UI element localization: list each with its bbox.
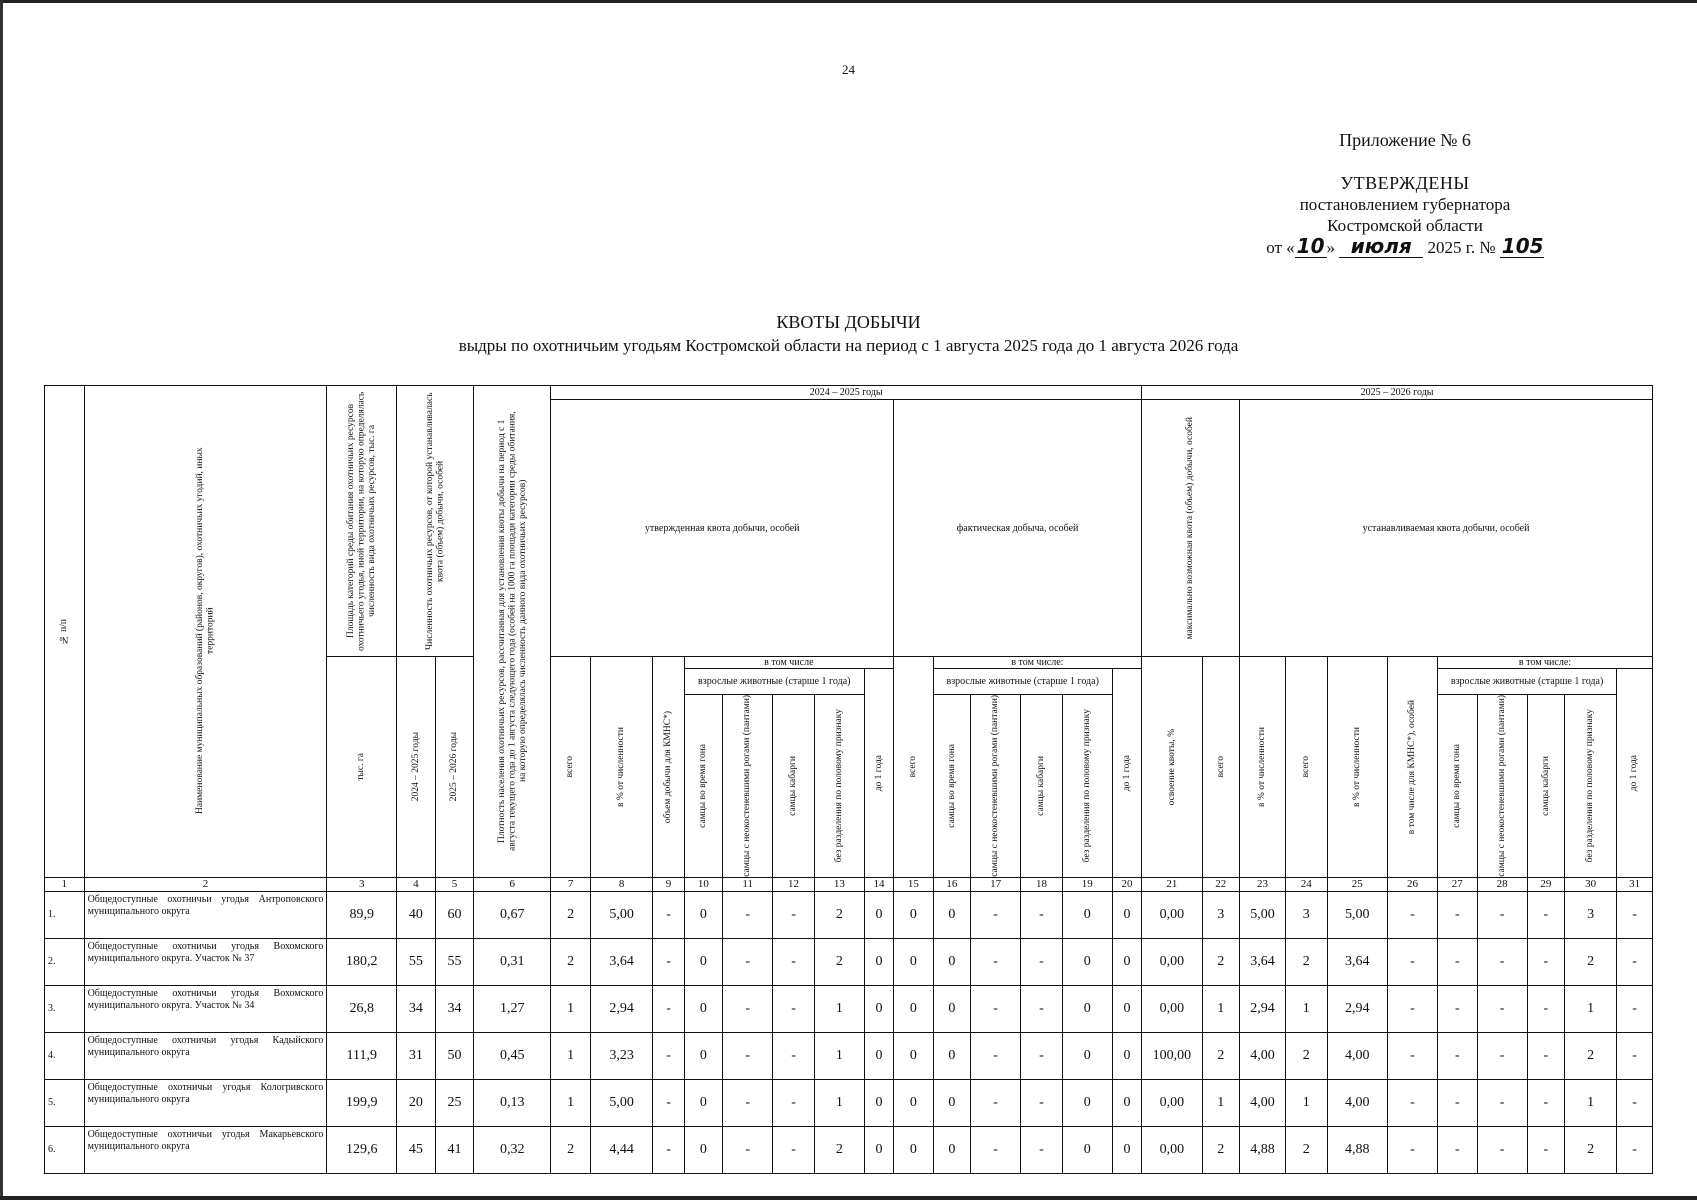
- table-cell: 4,88: [1327, 1126, 1387, 1173]
- table-row: [45, 938, 1653, 985]
- table-cell: 0: [933, 1079, 971, 1126]
- header-max-quota: максимально возможная квота (объем) добычи, особей: [1142, 400, 1240, 657]
- table-cell: 2: [814, 1126, 864, 1173]
- table-cell: 2,94: [590, 985, 653, 1032]
- table-cell: -: [723, 891, 773, 938]
- table-cell: -: [653, 1079, 684, 1126]
- table-cell: -: [1527, 1079, 1565, 1126]
- table-cell: -: [971, 938, 1021, 985]
- table-row: [45, 1079, 1653, 1126]
- table-cell: 0: [894, 938, 934, 985]
- column-number: 7: [551, 877, 591, 891]
- header-density: Плотность населения охотничьих ресурсов, рассчитанная для установления квоты добычи на период с 1 августа текущего года до 1 августа следующего года (особей на 1000 га площади категории среды обитания, на которую определялась численность данного вида охотничьих ресурсов): [474, 386, 551, 878]
- table-cell: 0: [933, 985, 971, 1032]
- column-number: 14: [864, 877, 893, 891]
- header-c7-total: всего: [551, 657, 591, 878]
- table-cell: 1: [1285, 1079, 1327, 1126]
- header-c18-musk: самцы кабарги: [1021, 695, 1063, 878]
- table-cell: 0: [864, 1079, 893, 1126]
- table-cell: 199,9: [327, 1079, 397, 1126]
- header-c8-pct: в % от численности: [590, 657, 653, 878]
- column-number: 16: [933, 877, 971, 891]
- table-cell: -: [1617, 1032, 1653, 1079]
- column-number: 9: [653, 877, 684, 891]
- hunting-ground-name: Общедоступные охотничьи угодья Кадыйского муниципального округа: [84, 1032, 327, 1079]
- header-area-unit: тыс. га: [327, 657, 397, 878]
- table-cell: 4,00: [1240, 1032, 1286, 1079]
- header-c14-young: до 1 года: [864, 669, 893, 878]
- header-c10-rut: самцы во время гона: [684, 695, 723, 878]
- table-cell: -: [773, 891, 815, 938]
- decree-month: июля: [1339, 236, 1423, 258]
- table-cell: 2: [551, 938, 591, 985]
- row-number: 5.: [45, 1079, 85, 1126]
- table-cell: 41: [435, 1126, 474, 1173]
- column-number: 29: [1527, 877, 1565, 891]
- header-period-2025: 2025 – 2026 годы: [1142, 386, 1653, 400]
- hunting-ground-name: Общедоступные охотничьи угодья Вохомского муниципального округа. Участок № 37: [84, 938, 327, 985]
- table-cell: -: [1477, 938, 1527, 985]
- column-number: 2: [84, 877, 327, 891]
- row-number: 6.: [45, 1126, 85, 1173]
- header-actual-harvest: фактическая добыча, особей: [894, 400, 1142, 657]
- table-cell: 0: [684, 891, 723, 938]
- hunting-ground-name: Общедоступные охотничьи угодья Макарьевского муниципального округа: [84, 1126, 327, 1173]
- table-cell: 1: [814, 985, 864, 1032]
- table-cell: -: [1437, 985, 1477, 1032]
- table-row: [45, 1126, 1653, 1173]
- table-cell: 0: [864, 1032, 893, 1079]
- annex-label: Приложение № 6: [1339, 130, 1471, 150]
- column-number: 10: [684, 877, 723, 891]
- header-name: Наименование муниципальных образований (районов, округов), охотничьих угодий, иных территорий: [84, 386, 327, 878]
- header-set-quota: устанавливаемая квота добычи, особей: [1240, 400, 1653, 657]
- table-cell: 0: [684, 1032, 723, 1079]
- hunting-ground-name: Общедоступные охотничьи угодья Антроповского муниципального округа: [84, 891, 327, 938]
- table-cell: -: [1021, 1032, 1063, 1079]
- table-cell: -: [723, 1032, 773, 1079]
- page-border-bottom: [0, 1196, 1697, 1200]
- table-cell: 0: [864, 1126, 893, 1173]
- approved-region: Костромской области: [1327, 216, 1483, 235]
- hunting-ground-name: Общедоступные охотничьи угодья Кологривского муниципального округа: [84, 1079, 327, 1126]
- table-cell: -: [1527, 891, 1565, 938]
- table-cell: 0: [933, 891, 971, 938]
- header-c30-nosex: без разделения по половому признаку: [1565, 695, 1617, 878]
- row-number: 2.: [45, 938, 85, 985]
- header-approved-quota: утвержденная квота добычи, особей: [551, 400, 894, 657]
- table-cell: -: [1477, 891, 1527, 938]
- table-cell: 0: [864, 985, 893, 1032]
- header-c31-young: до 1 года: [1617, 669, 1653, 878]
- table-cell: -: [1021, 985, 1063, 1032]
- table-cell: 25: [435, 1079, 474, 1126]
- table-cell: 0: [894, 985, 934, 1032]
- table-cell: 3: [1565, 891, 1617, 938]
- table-cell: 1: [1202, 985, 1240, 1032]
- page-number: 24: [842, 62, 855, 77]
- table-cell: 0,31: [474, 938, 551, 985]
- document-subtitle: выдры по охотничьим угодьям Костромской области на период с 1 августа 2025 года до 1 августа 2026 года: [458, 336, 1239, 355]
- header-c27-rut: самцы во время гона: [1437, 695, 1477, 878]
- table-row: [45, 891, 1653, 938]
- table-cell: 2: [551, 1126, 591, 1173]
- table-body: [45, 891, 1653, 1173]
- table-cell: -: [1387, 985, 1437, 1032]
- page-border-top: [0, 0, 1697, 3]
- column-number: 21: [1142, 877, 1202, 891]
- column-number: 15: [894, 877, 934, 891]
- column-number: 19: [1062, 877, 1112, 891]
- table-cell: -: [1527, 1126, 1565, 1173]
- table-cell: 0: [894, 1079, 934, 1126]
- table-cell: 5,00: [590, 1079, 653, 1126]
- table-cell: 89,9: [327, 891, 397, 938]
- table-cell: 0,13: [474, 1079, 551, 1126]
- table-cell: 5,00: [590, 891, 653, 938]
- table-cell: 34: [397, 985, 436, 1032]
- header-c28-antlers: самцы с неокостеневшими рогами (пантами): [1477, 695, 1527, 878]
- table-cell: 2: [1202, 1032, 1240, 1079]
- table-cell: -: [971, 1079, 1021, 1126]
- table-cell: 4,44: [590, 1126, 653, 1173]
- table-cell: 55: [435, 938, 474, 985]
- column-number: 30: [1565, 877, 1617, 891]
- table-cell: 1: [1285, 985, 1327, 1032]
- table-cell: 0: [1062, 1079, 1112, 1126]
- approval-block: [1250, 130, 1560, 258]
- table-cell: -: [1617, 1126, 1653, 1173]
- table-cell: 5,00: [1240, 891, 1286, 938]
- header-c11-antlers: самцы с неокостеневшими рогами (пантами): [723, 695, 773, 878]
- table-cell: -: [1021, 938, 1063, 985]
- header-c16-adults: взрослые животные (старше 1 года): [933, 669, 1112, 695]
- table-cell: 31: [397, 1032, 436, 1079]
- decree-number: 105: [1501, 234, 1544, 258]
- row-number: 4.: [45, 1032, 85, 1079]
- table-cell: 2: [1202, 1126, 1240, 1173]
- table-cell: 34: [435, 985, 474, 1032]
- table-cell: 1: [814, 1032, 864, 1079]
- header-c17-antlers: самцы с неокостеневшими рогами (пантами): [971, 695, 1021, 878]
- column-number: 5: [435, 877, 474, 891]
- column-number: 6: [474, 877, 551, 891]
- table-cell: 0: [1112, 891, 1141, 938]
- table-cell: 3,64: [1327, 938, 1387, 985]
- table-cell: 55: [397, 938, 436, 985]
- table-cell: 1: [551, 985, 591, 1032]
- table-cell: 0: [1062, 1126, 1112, 1173]
- table-cell: 0: [894, 1126, 934, 1173]
- table-cell: 0: [933, 1032, 971, 1079]
- decree-year: 2025 г. №: [1427, 238, 1496, 257]
- table-cell: 0: [684, 1126, 723, 1173]
- table-cell: -: [723, 985, 773, 1032]
- table-cell: 0: [684, 985, 723, 1032]
- header-c16-incl: в том числе:: [933, 657, 1142, 669]
- table-cell: 2,94: [1327, 985, 1387, 1032]
- row-number: 1.: [45, 891, 85, 938]
- table-cell: 1: [551, 1032, 591, 1079]
- header-c24-total: всего: [1285, 657, 1327, 878]
- table-cell: 0: [1112, 938, 1141, 985]
- column-number: 12: [773, 877, 815, 891]
- table-cell: 180,2: [327, 938, 397, 985]
- table-cell: 4,88: [1240, 1126, 1286, 1173]
- header-c26-kmns: в том числе для КМНС*), особей: [1387, 657, 1437, 878]
- table-cell: -: [1387, 891, 1437, 938]
- table-cell: 0: [1112, 1126, 1141, 1173]
- table-cell: -: [1021, 891, 1063, 938]
- header-area: Площадь категорий среды обитания охотничьих ресурсов охотничьего угодья, иной территории, на которую определялась численность вида охотничьих ресурсов, тыс. га: [327, 386, 397, 657]
- table-cell: 3: [1285, 891, 1327, 938]
- column-number: 22: [1202, 877, 1240, 891]
- table-cell: -: [773, 1079, 815, 1126]
- table-cell: 0: [864, 938, 893, 985]
- table-cell: -: [653, 1126, 684, 1173]
- table-cell: 0: [1062, 985, 1112, 1032]
- table-cell: -: [1527, 985, 1565, 1032]
- table-cell: -: [971, 985, 1021, 1032]
- table-cell: -: [971, 891, 1021, 938]
- column-number-row: [45, 877, 1653, 891]
- table-cell: 111,9: [327, 1032, 397, 1079]
- table-cell: -: [1527, 1032, 1565, 1079]
- table-cell: 1: [551, 1079, 591, 1126]
- table-cell: -: [723, 1079, 773, 1126]
- table-cell: -: [1437, 1079, 1477, 1126]
- table-cell: 1: [1565, 985, 1617, 1032]
- header-c20-young: до 1 года: [1112, 669, 1141, 878]
- column-number: 27: [1437, 877, 1477, 891]
- table-cell: 100,00: [1142, 1032, 1202, 1079]
- table-cell: 2: [1285, 938, 1327, 985]
- table-cell: 0,00: [1142, 891, 1202, 938]
- hunting-ground-name: Общедоступные охотничьи угодья Вохомского муниципального округа. Участок № 34: [84, 985, 327, 1032]
- approved-by: постановлением губернатора: [1299, 195, 1511, 214]
- table-cell: 0,00: [1142, 1079, 1202, 1126]
- table-cell: 0: [1062, 1032, 1112, 1079]
- header-c13-nosex: без разделения по половому признаку: [814, 695, 864, 878]
- table-cell: -: [1387, 1126, 1437, 1173]
- table-cell: -: [971, 1032, 1021, 1079]
- table-cell: -: [1437, 1032, 1477, 1079]
- column-number: 18: [1021, 877, 1063, 891]
- table-cell: -: [653, 891, 684, 938]
- header-population: Численность охотничьих ресурсов, от которой устанавливалась квота (объем) добычи, особей: [397, 386, 474, 657]
- table-row: [45, 1032, 1653, 1079]
- table-cell: -: [1477, 1032, 1527, 1079]
- table-cell: 0: [933, 938, 971, 985]
- date-mid: »: [1326, 238, 1336, 257]
- column-number: 31: [1617, 877, 1653, 891]
- table-cell: 1: [1565, 1079, 1617, 1126]
- column-number: 26: [1387, 877, 1437, 891]
- table-cell: 4,00: [1327, 1032, 1387, 1079]
- column-number: 1: [45, 877, 85, 891]
- column-number: 4: [397, 877, 436, 891]
- table-cell: 2: [1202, 938, 1240, 985]
- header-c19-nosex: без разделения по половому признаку: [1062, 695, 1112, 878]
- header-c25-pct: в % от численности: [1327, 657, 1387, 878]
- header-c10-adults: взрослые животные (старше 1 года): [684, 669, 864, 695]
- table-cell: -: [773, 938, 815, 985]
- approved-label: УТВЕРЖДЕНЫ: [1340, 173, 1470, 193]
- table-cell: 2: [1285, 1032, 1327, 1079]
- column-number: 17: [971, 877, 1021, 891]
- column-number: 11: [723, 877, 773, 891]
- table-cell: 0,45: [474, 1032, 551, 1079]
- header-num: № п/п: [45, 386, 85, 878]
- table-cell: 3,64: [1240, 938, 1286, 985]
- column-number: 25: [1327, 877, 1387, 891]
- table-cell: 0,67: [474, 891, 551, 938]
- table-cell: -: [1437, 938, 1477, 985]
- header-c22-total: всего: [1202, 657, 1240, 878]
- quota-table: [44, 385, 1653, 1174]
- table-cell: -: [1617, 938, 1653, 985]
- header-c16-rut: самцы во время гона: [933, 695, 971, 878]
- table-cell: 0: [1112, 985, 1141, 1032]
- table-cell: 50: [435, 1032, 474, 1079]
- table-cell: 2: [551, 891, 591, 938]
- table-cell: 20: [397, 1079, 436, 1126]
- table-cell: 1,27: [474, 985, 551, 1032]
- header-pop-2024: 2024 – 2025 годы: [397, 657, 436, 878]
- table-cell: 2: [814, 891, 864, 938]
- decree-date-line: [1250, 236, 1560, 258]
- table-cell: 1: [814, 1079, 864, 1126]
- table-cell: 0,00: [1142, 938, 1202, 985]
- table-cell: 1: [1202, 1079, 1240, 1126]
- table-cell: -: [723, 1126, 773, 1173]
- table-cell: 0: [1112, 1032, 1141, 1079]
- table-cell: 0: [894, 1032, 934, 1079]
- table-row: [45, 985, 1653, 1032]
- header-c15-total: всего: [894, 657, 934, 878]
- table-cell: -: [1477, 1079, 1527, 1126]
- table-cell: -: [1617, 891, 1653, 938]
- table-cell: -: [653, 1032, 684, 1079]
- table-cell: -: [1387, 1079, 1437, 1126]
- table-cell: -: [1477, 985, 1527, 1032]
- table-cell: -: [1617, 1079, 1653, 1126]
- document-title: КВОТЫ ДОБЫЧИ: [776, 312, 921, 332]
- table-cell: 3,23: [590, 1032, 653, 1079]
- table-cell: 2: [814, 938, 864, 985]
- table-cell: 2: [1565, 1126, 1617, 1173]
- table-cell: 0: [684, 1079, 723, 1126]
- column-number: 28: [1477, 877, 1527, 891]
- table-cell: 26,8: [327, 985, 397, 1032]
- header-c23-pct: в % от численности: [1240, 657, 1286, 878]
- table-cell: -: [773, 985, 815, 1032]
- header-c29-musk: самцы кабарги: [1527, 695, 1565, 878]
- table-cell: 45: [397, 1126, 436, 1173]
- table-cell: -: [1617, 985, 1653, 1032]
- table-cell: -: [653, 985, 684, 1032]
- table-cell: 0: [1112, 1079, 1141, 1126]
- table-cell: 2: [1565, 938, 1617, 985]
- table-cell: -: [1527, 938, 1565, 985]
- table-cell: -: [1437, 1126, 1477, 1173]
- header-c12-musk: самцы кабарги: [773, 695, 815, 878]
- table-cell: -: [773, 1126, 815, 1173]
- table-cell: 4,00: [1240, 1079, 1286, 1126]
- table-cell: 0: [864, 891, 893, 938]
- table-cell: 0,00: [1142, 1126, 1202, 1173]
- table-cell: 2,94: [1240, 985, 1286, 1032]
- table-cell: -: [653, 938, 684, 985]
- column-number: 8: [590, 877, 653, 891]
- table-cell: -: [971, 1126, 1021, 1173]
- table-cell: 40: [397, 891, 436, 938]
- table-cell: -: [1021, 1079, 1063, 1126]
- table-cell: 0: [1062, 891, 1112, 938]
- page-border-left: [0, 0, 3, 1200]
- header-c27-adults: взрослые животные (старше 1 года): [1437, 669, 1616, 695]
- table-cell: -: [1021, 1126, 1063, 1173]
- row-number: 3.: [45, 985, 85, 1032]
- column-number: 24: [1285, 877, 1327, 891]
- decree-day: 10: [1296, 234, 1325, 258]
- table-cell: 2: [1565, 1032, 1617, 1079]
- header-c10-incl: в том числе: [684, 657, 893, 669]
- column-number: 13: [814, 877, 864, 891]
- column-number: 3: [327, 877, 397, 891]
- table-cell: 5,00: [1327, 891, 1387, 938]
- header-period-2024: 2024 – 2025 годы: [551, 386, 1142, 400]
- table-cell: 3,64: [590, 938, 653, 985]
- table-cell: 0,32: [474, 1126, 551, 1173]
- table-cell: -: [1387, 938, 1437, 985]
- table-cell: 0,00: [1142, 985, 1202, 1032]
- table-cell: 60: [435, 891, 474, 938]
- header-c9-kmns: объем добычи для КМНС*): [653, 657, 684, 878]
- column-number: 23: [1240, 877, 1286, 891]
- table-cell: 0: [933, 1126, 971, 1173]
- column-number: 20: [1112, 877, 1141, 891]
- table-cell: 0: [894, 891, 934, 938]
- table-cell: -: [723, 938, 773, 985]
- table-cell: 129,6: [327, 1126, 397, 1173]
- header-c21-usage: освоение квоты, %: [1142, 657, 1202, 878]
- header-pop-2025: 2025 – 2026 годы: [435, 657, 474, 878]
- table-cell: 0: [1062, 938, 1112, 985]
- table-cell: -: [1477, 1126, 1527, 1173]
- table-cell: -: [1437, 891, 1477, 938]
- table-cell: 3: [1202, 891, 1240, 938]
- table-cell: 2: [1285, 1126, 1327, 1173]
- header-c27-incl: в том числе:: [1437, 657, 1652, 669]
- table-cell: -: [773, 1032, 815, 1079]
- table-cell: 0: [684, 938, 723, 985]
- table-cell: 4,00: [1327, 1079, 1387, 1126]
- date-prefix: от «: [1266, 238, 1295, 257]
- table-cell: -: [1387, 1032, 1437, 1079]
